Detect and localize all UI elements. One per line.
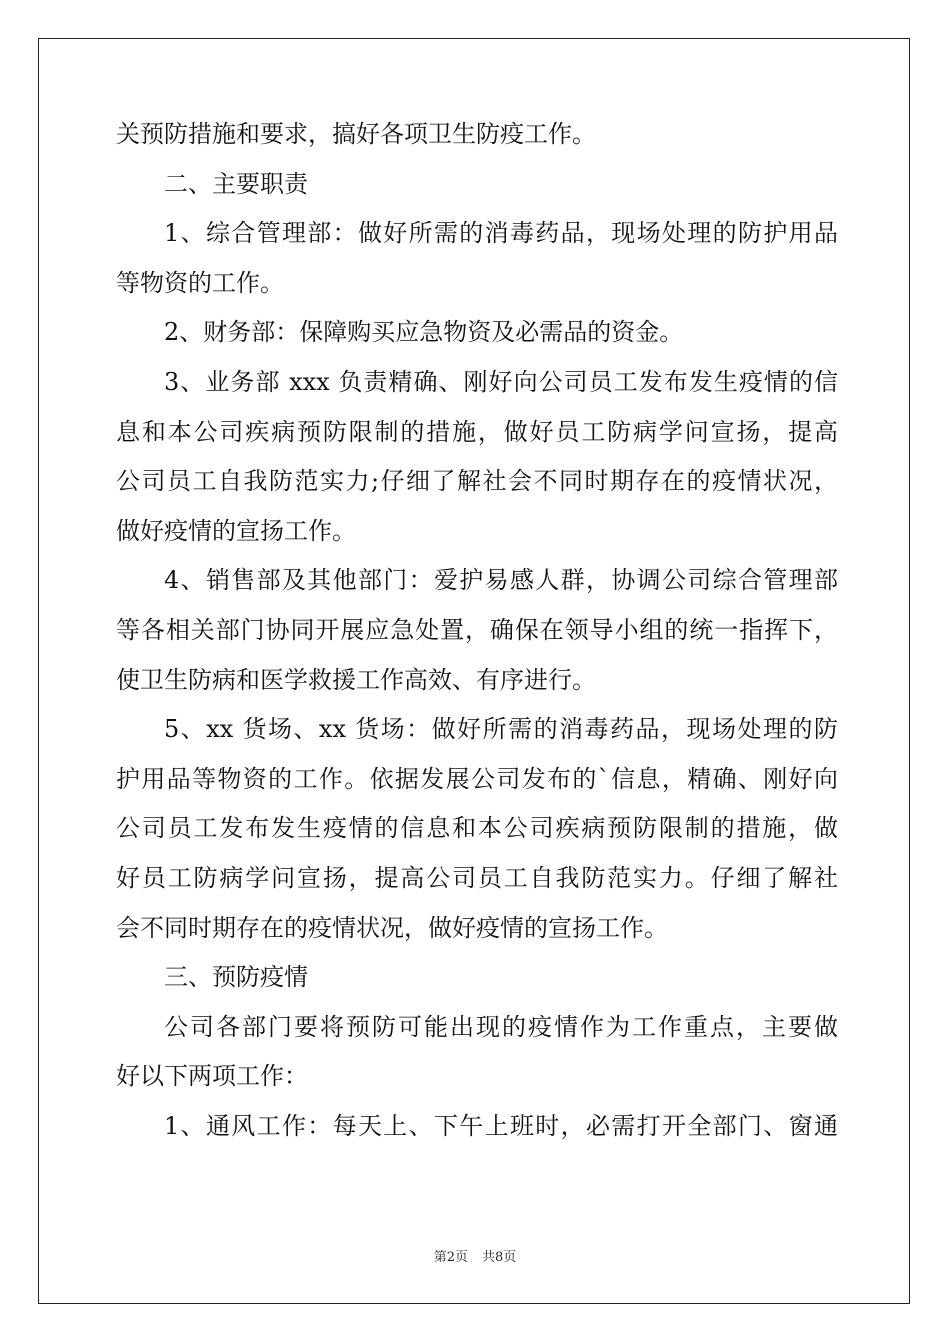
text-line: 4、销售部及其他部门：爱护易感人群，协调公司综合管理部 bbox=[164, 566, 838, 595]
page-total: 共8页 bbox=[482, 1250, 517, 1265]
text-line: 等各相关部门协同开展应急处置，确保在领导小组的统一指挥下， bbox=[116, 615, 838, 644]
text-line: 使卫生防病和医学救援工作高效、有序进行。 bbox=[116, 665, 596, 694]
text-line: 会不同时期存在的疫情状况，做好疫情的宣扬工作。 bbox=[116, 913, 668, 942]
text-line: 做好疫情的宣扬工作。 bbox=[116, 516, 356, 545]
text-line: 好员工防病学问宣扬，提高公司员工自我防范实力。仔细了解社 bbox=[116, 863, 838, 892]
text-line: 公司员工发布发生疫情的信息和本公司疾病预防限制的措施，做 bbox=[116, 814, 838, 843]
text-line: 关预防措施和要求，搞好各项卫生防疫工作。 bbox=[116, 120, 596, 148]
text-line: 公司员工自我防范实力;仔细了解社会不同时期存在的疫情状况， bbox=[116, 467, 838, 496]
text-line: 5、xx 货场、xx 货场：做好所需的消毒药品，现场处理的防 bbox=[164, 715, 838, 744]
text-line: 三、预防疫情 bbox=[164, 963, 308, 992]
text-line: 二、主要职责 bbox=[164, 169, 308, 198]
text-line: 2、财务部：保障购买应急物资及必需品的资金。 bbox=[164, 318, 684, 347]
page-footer bbox=[0, 1246, 950, 1265]
page-number: 第2页 bbox=[433, 1250, 468, 1265]
text-line: 护用品等物资的工作。依据发展公司发布的`信息，精确、刚好向 bbox=[116, 764, 838, 793]
text-line: 息和本公司疾病预防限制的措施，做好员工防病学问宣扬，提高 bbox=[116, 417, 838, 446]
text-line: 1、综合管理部：做好所需的消毒药品，现场处理的防护用品 bbox=[164, 219, 838, 248]
document-body bbox=[116, 110, 838, 1151]
text-line: 好以下两项工作： bbox=[116, 1062, 308, 1091]
text-line: 1、通风工作：每天上、下午上班时，必需打开全部门、窗通 bbox=[164, 1111, 838, 1140]
text-line: 等物资的工作。 bbox=[116, 268, 284, 297]
text-line: 公司各部门要将预防可能出现的疫情作为工作重点，主要做 bbox=[164, 1012, 838, 1041]
text-line: 3、业务部 xxx 负责精确、刚好向公司员工发布发生疫情的信 bbox=[164, 367, 838, 396]
